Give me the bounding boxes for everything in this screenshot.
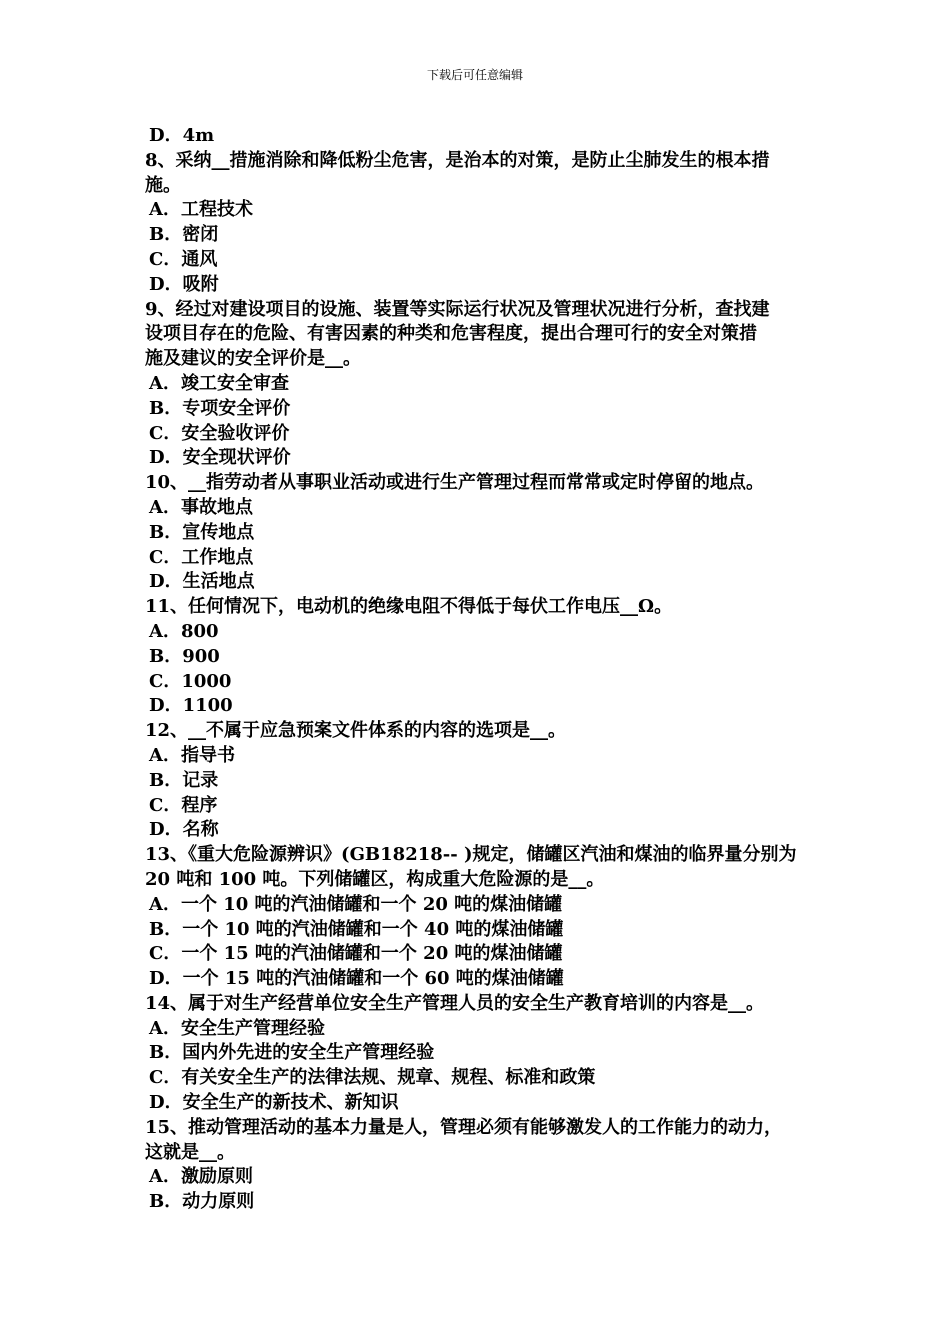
answer-option: A．指导书 [149,744,235,766]
question-text: 施。 [145,174,181,196]
answer-option: A．事故地点 [149,496,253,518]
question-text: 15、推动管理活动的基本力量是人，管理必须有能够激发人的工作能力的动力， [145,1116,783,1138]
answer-option: B．动力原则 [149,1191,255,1213]
answer-option: D．安全现状评价 [149,447,291,469]
answer-option: A．一个 10 吨的汽油储罐和一个 20 吨的煤油储罐 [149,893,563,915]
answer-option: B．密闭 [149,224,219,246]
answer-option: B．专项安全评价 [149,397,291,419]
answer-option: C．程序 [149,794,218,816]
answer-option: A．竣工安全审查 [149,372,289,394]
page-header: 下载后可任意编辑 [426,68,523,82]
answer-option: C．工作地点 [149,546,254,568]
answer-option: C．1000 [149,670,232,692]
question-text: 9、经过对建设项目的设施、装置等实际运行状况及管理状况进行分析，查找建 [145,298,770,320]
answer-option: B．900 [149,645,220,667]
answer-option: A．激励原则 [149,1166,253,1188]
question-text: 13、《重大危险源辨识》(GB18218-- )规定，储罐区汽油和煤油的临界量分别为 [145,844,797,866]
answer-option: C．通风 [149,248,218,270]
question-text: 这就是__。 [145,1141,235,1163]
answer-option: C．一个 15 吨的汽油储罐和一个 20 吨的煤油储罐 [149,943,563,965]
answer-option: D．名称 [149,819,219,841]
answer-option: D．吸附 [149,273,219,295]
answer-option: D．一个 15 吨的汽油储罐和一个 60 吨的煤油储罐 [149,968,564,990]
question-text: 20 吨和 100 吨。下列储罐区，构成重大危险源的是__。 [145,868,605,890]
answer-option: D．生活地点 [149,571,255,593]
answer-option: A．800 [149,620,219,642]
answer-option: B．宣传地点 [149,521,255,543]
question-text: 施及建议的安全评价是__。 [145,348,361,370]
document-body [145,124,825,1215]
answer-option: D．4m [149,125,215,146]
answer-option: D．安全生产的新技术、新知识 [149,1092,399,1114]
answer-option: C．有关安全生产的法律法规、规章、规程、标准和政策 [149,1067,596,1089]
answer-option: B．国内外先进的安全生产管理经验 [149,1042,435,1064]
answer-option: A．工程技术 [149,199,253,221]
question-text: 8、采纳__措施消除和降低粉尘危害，是治本的对策，是防止尘肺发生的根本措 [145,149,770,171]
answer-option: A．安全生产管理经验 [149,1017,325,1039]
question-text: 11、任何情况下，电动机的绝缘电阻不得低于每伏工作电压__Ω。 [145,596,673,618]
answer-option: B．记录 [149,769,219,791]
answer-option: B．一个 10 吨的汽油储罐和一个 40 吨的煤油储罐 [149,918,564,940]
answer-option: D．1100 [149,695,233,717]
question-text: 12、__不属于应急预案文件体系的内容的选项是__。 [145,720,567,742]
answer-option: C．安全验收评价 [149,422,290,444]
question-text: 10、__指劳动者从事职业活动或进行生产管理过程而常常或定时停留的地点。 [145,472,765,494]
question-text: 14、属于对生产经营单位安全生产管理人员的安全生产教育培训的内容是__。 [145,992,765,1014]
question-text: 设项目存在的危险、有害因素的种类和危害程度，提出合理可行的安全对策措 [145,323,757,345]
